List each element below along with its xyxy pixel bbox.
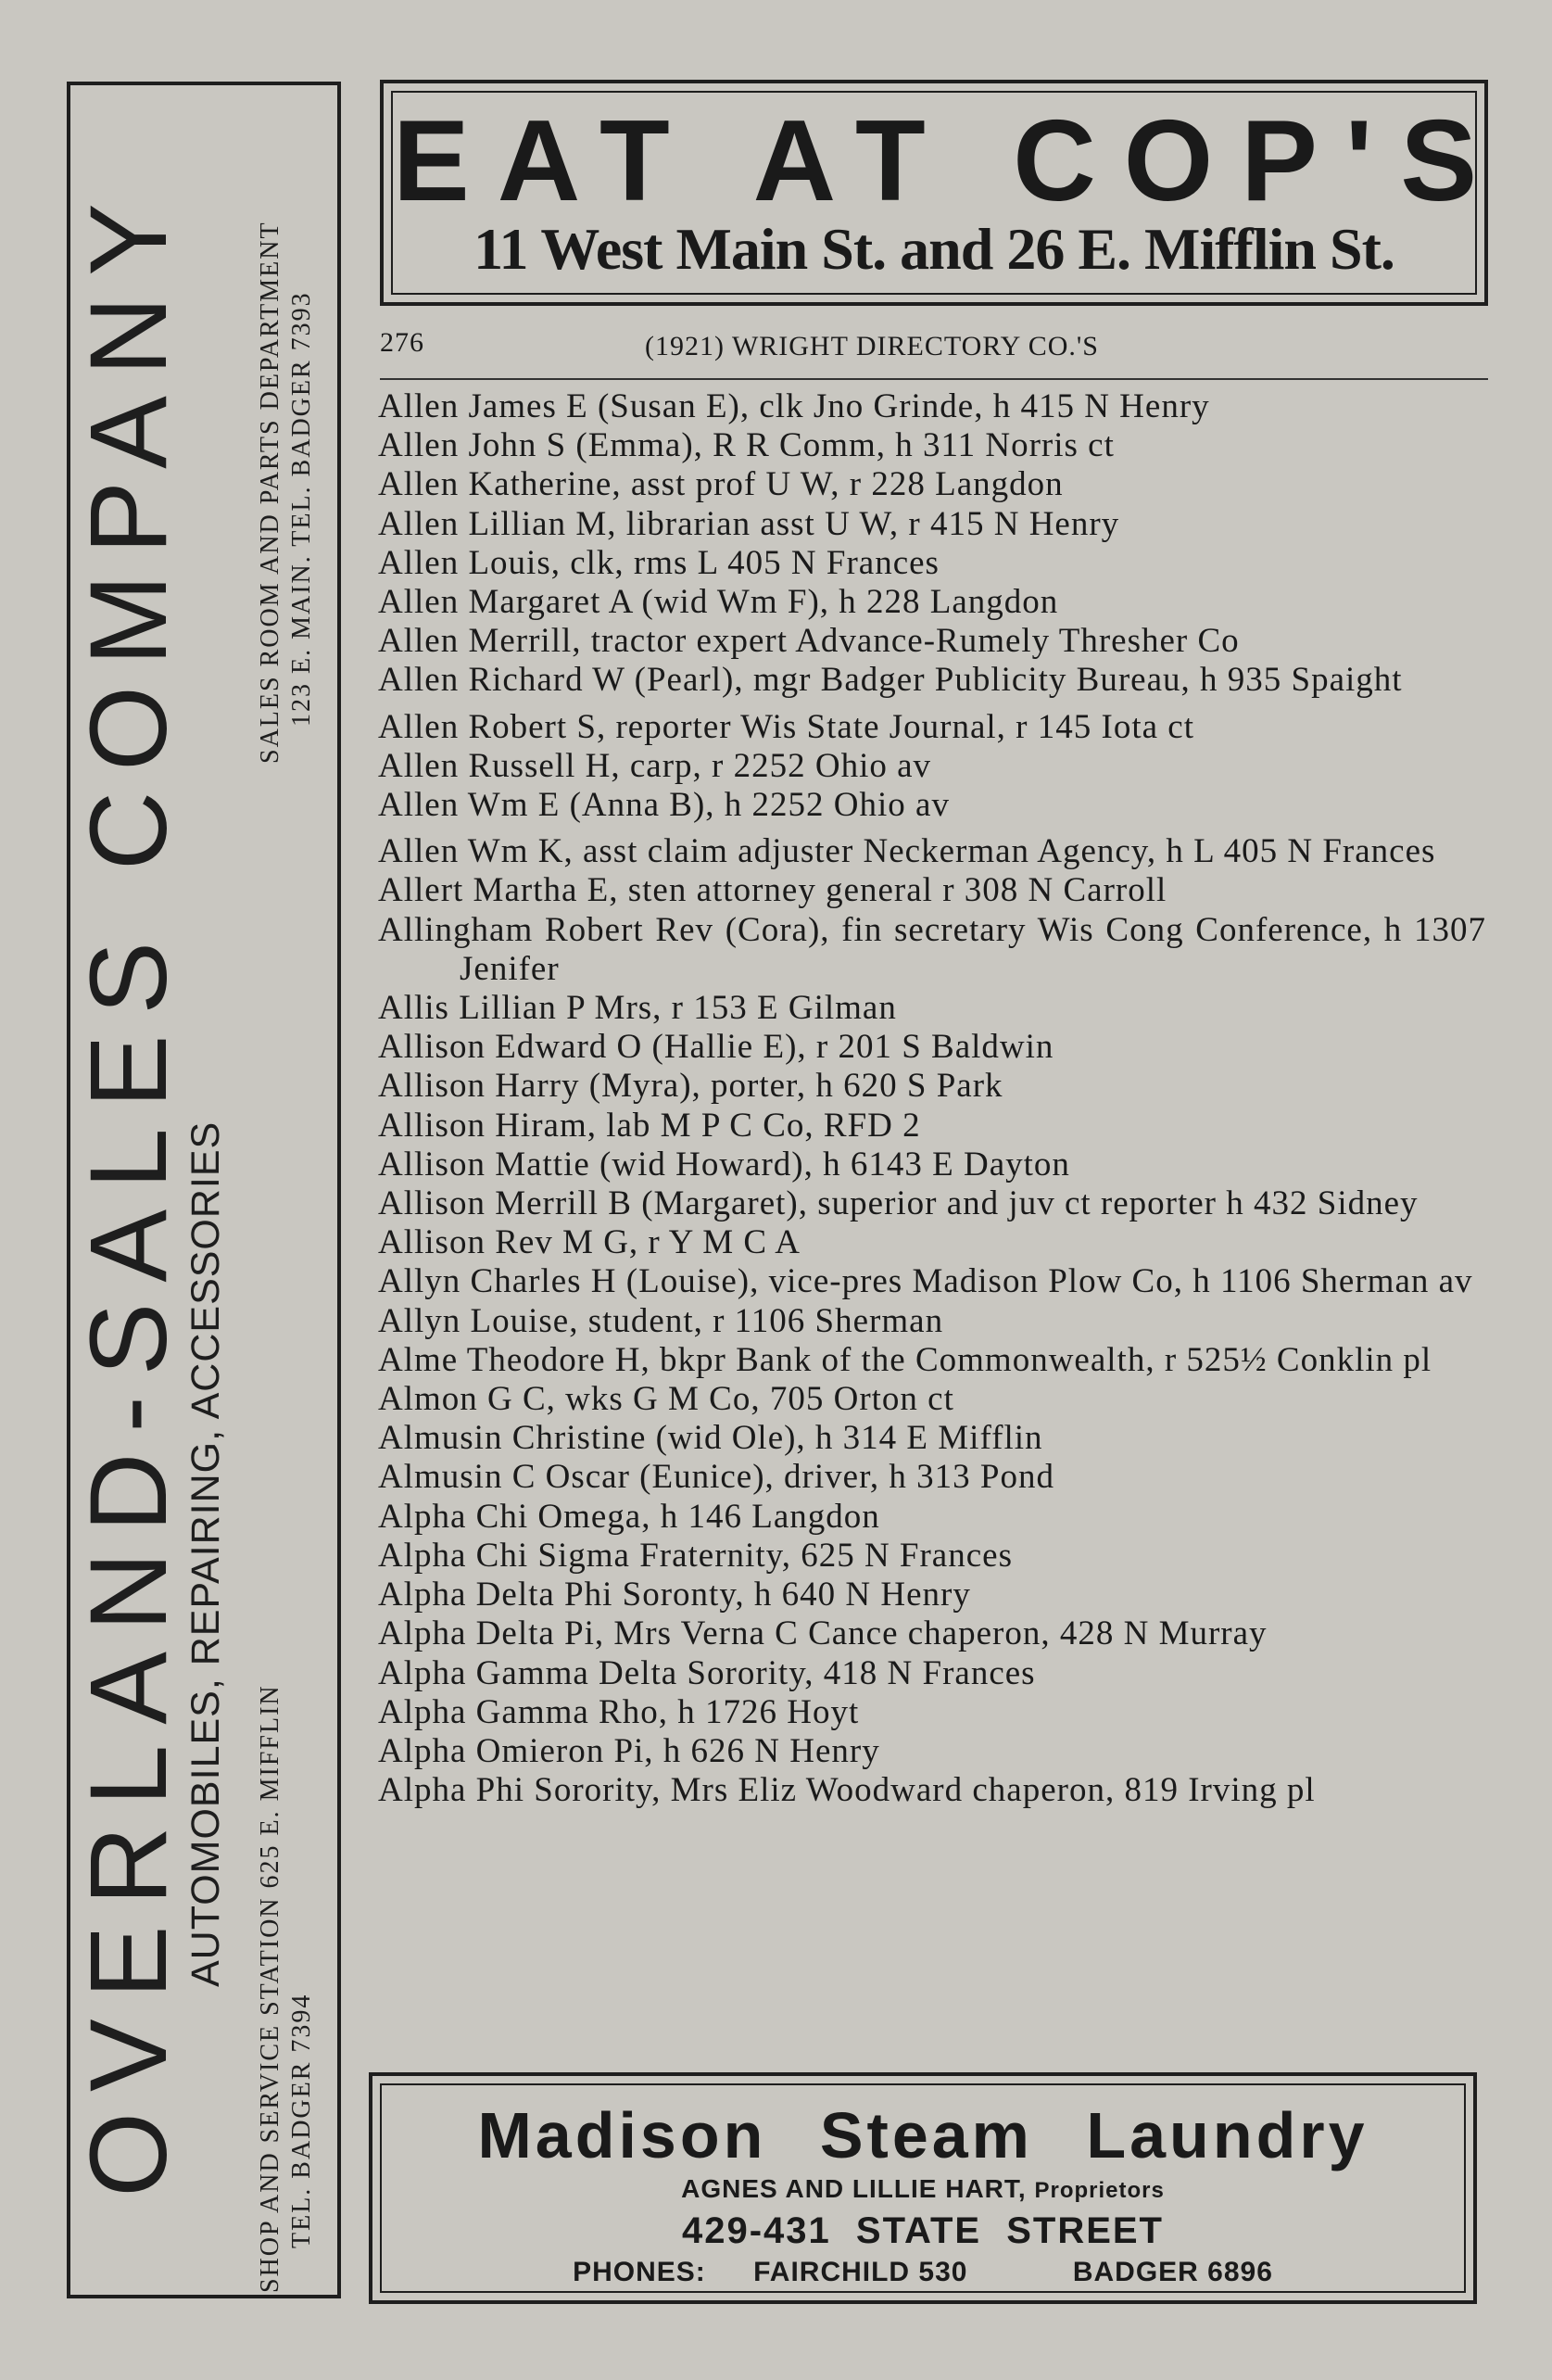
laundry-ad-inner-border [380, 2083, 1466, 2293]
side-ad-sales-line1: SALES ROOM AND PARTS DEPARTMENT [256, 221, 284, 764]
side-ad-shop-line2: TEL. BADGER 7394 [287, 1993, 316, 2248]
directory-entry: Alme Theodore H, bkpr Bank of the Commonwealth, r 525½ Conklin pl [378, 1340, 1432, 1379]
directory-entry: Allis Lillian P Mrs, r 153 E Gilman [378, 989, 897, 1028]
laundry-ad-proprietor-names: AGNES AND LILLIE HART, [681, 2174, 1027, 2203]
cops-ad-inner-border [391, 91, 1506, 295]
directory-entry: Allen Margaret A (wid Wm F), h 228 Langdon [378, 583, 1059, 622]
directory-entry: Almusin C Oscar (Eunice), driver, h 313 Pond [378, 1458, 1054, 1497]
directory-entry: Allyn Charles H (Louise), vice-pres Madison Plow Co, h 1106 Sherman av [378, 1262, 1473, 1301]
side-ad-sales-line2: 123 E. MAIN. TEL. BADGER 7393 [287, 291, 316, 727]
directory-entry: Allen Robert S, reporter Wis State Journal, r 145 Iota ct [378, 707, 1194, 746]
directory-entry: Allen John S (Emma), R R Comm, h 311 Norris ct [378, 426, 1115, 465]
directory-entry: Allison Merrill B (Margaret), superior and juv ct reporter h 432 Sidney [378, 1184, 1419, 1223]
cops-restaurant-ad [380, 80, 1506, 306]
directory-entry: Allison Mattie (wid Howard), h 6143 E Dayton [378, 1145, 1070, 1184]
side-ad-shop-block [255, 1684, 318, 2293]
directory-entry: Allen Richard W (Pearl), mgr Badger Publicity Bureau, h 935 Spaight [378, 661, 1403, 700]
directory-entry: Alpha Gamma Rho, h 1726 Hoyt [378, 1692, 860, 1731]
laundry-ad-phone-fairchild: FAIRCHILD 530 [753, 2257, 968, 2287]
directory-entry: Allen Russell H, carp, r 2252 Ohio av [378, 746, 932, 785]
directory-entry: Alpha Phi Sorority, Mrs Eliz Woodward chaperon, 819 Irving pl [378, 1771, 1316, 1810]
directory-entry: Allen Wm K, asst claim adjuster Neckerman Agency, h L 405 N Frances [378, 832, 1436, 871]
laundry-ad-phone-badger: BADGER 6896 [1072, 2257, 1273, 2287]
directory-entry: Allen Merrill, tractor expert Advance-Rumely Thresher Co [378, 622, 1240, 661]
directory-entry: Alpha Delta Phi Soronty, h 640 N Henry [378, 1576, 971, 1614]
directory-entry: Alpha Omieron Pi, h 626 N Henry [378, 1731, 880, 1770]
laundry-ad-phones [382, 2254, 1464, 2291]
madison-laundry-ad [369, 2072, 1477, 2304]
directory-entry: Allen Wm E (Anna B), h 2252 Ohio av [378, 786, 950, 825]
directory-entry: Alpha Gamma Delta Sorority, 418 N Frances [378, 1653, 1036, 1692]
directory-entry: Alpha Chi Sigma Fraternity, 625 N Frances [378, 1536, 1013, 1575]
directory-entry: Allison Edward O (Hallie E), r 201 S Baldwin [378, 1028, 1054, 1067]
directory-entry: Allison Harry (Myra), porter, h 620 S Park [378, 1067, 1003, 1106]
overland-sales-ad [67, 82, 341, 2298]
directory-entry: Almon G C, wks G M Co, 705 Orton ct [378, 1380, 954, 1419]
side-ad-company: OVERLAND-SALES COMPANY [68, 183, 190, 2197]
directory-entry: Allen Lillian M, librarian asst U W, r 415 N Henry [378, 504, 1120, 543]
side-ad-shop-line1: SHOP AND SERVICE STATION 625 E. MIFFLIN [256, 1684, 284, 2293]
overland-sales-ad-rotated [69, 87, 338, 2293]
directory-entry: Almusin Christine (wid Ole), h 314 E Mifflin [378, 1419, 1043, 1458]
directory-entry: Allen Louis, clk, rms L 405 N Frances [378, 543, 940, 582]
directory-entry: Allingham Robert Rev (Cora), fin secretary Wis Cong Conference, h 1307 Jenifer [378, 910, 1486, 988]
directory-listing [378, 387, 1486, 1810]
laundry-ad-name: Madison Steam Laundry [477, 2099, 1369, 2171]
cops-ad-title: EAT AT COP'S [393, 97, 1506, 225]
page-number: 276 [380, 327, 424, 358]
laundry-ad-proprietors-label: Proprietors [1034, 2178, 1165, 2203]
header-rule [380, 378, 1488, 380]
directory-entry: Allen Katherine, asst prof U W, r 228 Langdon [378, 465, 1064, 504]
directory-entry: Alpha Chi Omega, h 146 Langdon [378, 1497, 880, 1536]
directory-entry: Allison Hiram, lab M P C Co, RFD 2 [378, 1106, 921, 1145]
laundry-ad-phones-label: PHONES: [573, 2257, 706, 2287]
running-title: (1921) WRIGHT DIRECTORY CO.'S [645, 331, 1099, 361]
directory-entry: Allyn Louise, student, r 1106 Sherman [378, 1301, 944, 1340]
cops-ad-address: 11 West Main St. and 26 E. Mifflin St. [473, 216, 1394, 282]
laundry-ad-street: 429-431 STATE STREET [682, 2210, 1164, 2251]
directory-entry: Allen James E (Susan E), clk Jno Grinde, h 415 N Henry [378, 387, 1210, 425]
directory-entry: Alpha Delta Pi, Mrs Verna C Cance chaperon, 428 N Murray [378, 1614, 1268, 1653]
side-ad-services: AUTOMOBILES, REPAIRING, ACCESSORIES [183, 1120, 228, 1987]
side-ad-sales-block [255, 221, 318, 764]
directory-entry: Allert Martha E, sten attorney general r 308 N Carroll [378, 871, 1167, 910]
laundry-ad-proprietors [382, 2172, 1464, 2208]
directory-entry: Allison Rev M G, r Y M C A [378, 1223, 801, 1262]
running-header [380, 324, 1488, 361]
